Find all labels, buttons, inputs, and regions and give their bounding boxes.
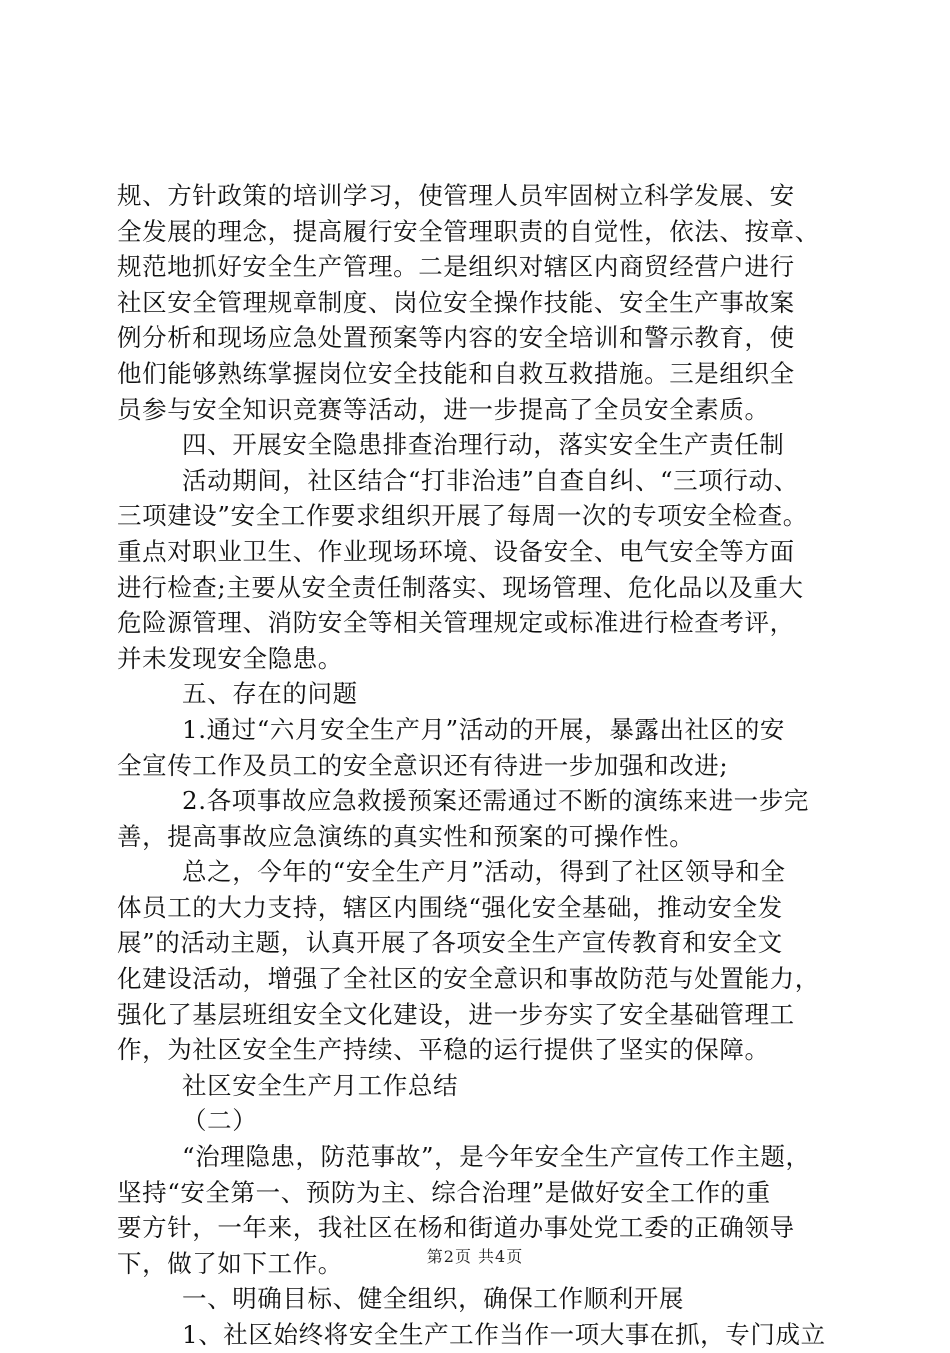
- text-line: 五、存在的问题: [182, 679, 358, 709]
- text-line: 员参与安全知识竞赛等活动，进一步提高了全员安全素质。: [117, 394, 770, 424]
- text-line: 活动期间，社区结合“打非治违”自查自纠、“三项行动、: [182, 465, 799, 495]
- text-line: 危险源管理、消防安全等相关管理规定或标准进行检查考评，: [117, 608, 795, 638]
- text-line: 1、社区始终将安全生产工作当作一项大事在抓，专门成立: [182, 1320, 826, 1349]
- text-line: 社区安全管理规章制度、岗位安全操作技能、安全生产事故案: [117, 287, 795, 317]
- text-line: 他们能够熟练掌握岗位安全技能和自救互救措施。三是组织全: [117, 358, 795, 388]
- text-line: 三项建设”安全工作要求组织开展了每周一次的专项安全检查。: [117, 501, 808, 531]
- text-line: 并未发现安全隐患。: [117, 643, 343, 673]
- text-line: 强化了基层班组安全文化建设，进一步夯实了安全基础管理工: [117, 999, 795, 1029]
- text-line: 作，为社区安全生产持续、平稳的运行提供了坚实的保障。: [117, 1035, 770, 1065]
- text-line: （二）: [182, 1106, 258, 1136]
- text-line: 规范地抓好安全生产管理。二是组织对辖区内商贸经营户进行: [117, 252, 795, 282]
- text-line: 总之，今年的“安全生产月”活动，得到了社区领导和全: [182, 857, 786, 887]
- text-line: 2.各项事故应急救援预案还需通过不断的演练来进一步完: [182, 786, 809, 816]
- document-body: [117, 178, 837, 1353]
- text-line: “治理隐患，防范事故”，是今年安全生产宣传工作主题，: [182, 1142, 811, 1172]
- text-line: 全宣传工作及员工的安全意识还有待进一步加强和改进;: [117, 750, 729, 780]
- text-line: 善，提高事故应急演练的真实性和预案的可操作性。: [117, 821, 695, 851]
- text-line: 坚持“安全第一、预防为主、综合治理”是做好安全工作的重: [117, 1177, 771, 1207]
- text-line: 一、明确目标、健全组织，确保工作顺利开展: [182, 1284, 684, 1314]
- text-line: 展”的活动主题，认真开展了各项安全生产宣传教育和安全文: [117, 928, 783, 958]
- text-line: 全发展的理念，提高履行安全管理职责的自觉性，依法、按章、: [117, 216, 820, 246]
- text-line: 重点对职业卫生、作业现场环境、设备安全、电气安全等方面: [117, 536, 795, 566]
- text-line: 要方针，一年来，我社区在杨和街道办事处党工委的正确领导: [117, 1213, 795, 1243]
- text-line: 社区安全生产月工作总结: [182, 1070, 459, 1100]
- text-line: 规、方针政策的培训学习，使管理人员牢固树立科学发展、安: [117, 181, 795, 210]
- text-line: 化建设活动，增强了全社区的安全意识和事故防范与处置能力，: [117, 964, 820, 994]
- text-line: 四、开展安全隐患排查治理行动，落实安全生产责任制: [182, 430, 785, 460]
- text-line: 下，做了如下工作。: [117, 1248, 343, 1278]
- page-number-footer: 第2页 共4页: [426, 1247, 524, 1266]
- text-line: 例分析和现场应急处置预案等内容的安全培训和警示教育，使: [117, 323, 795, 353]
- text-line: 进行检查;主要从安全责任制落实、现场管理、危化品以及重大: [117, 572, 804, 602]
- text-line: 体员工的大力支持，辖区内围绕“强化安全基础，推动安全发: [117, 892, 783, 922]
- text-line: 1.通过“六月安全生产月”活动的开展，暴露出社区的安: [182, 714, 786, 744]
